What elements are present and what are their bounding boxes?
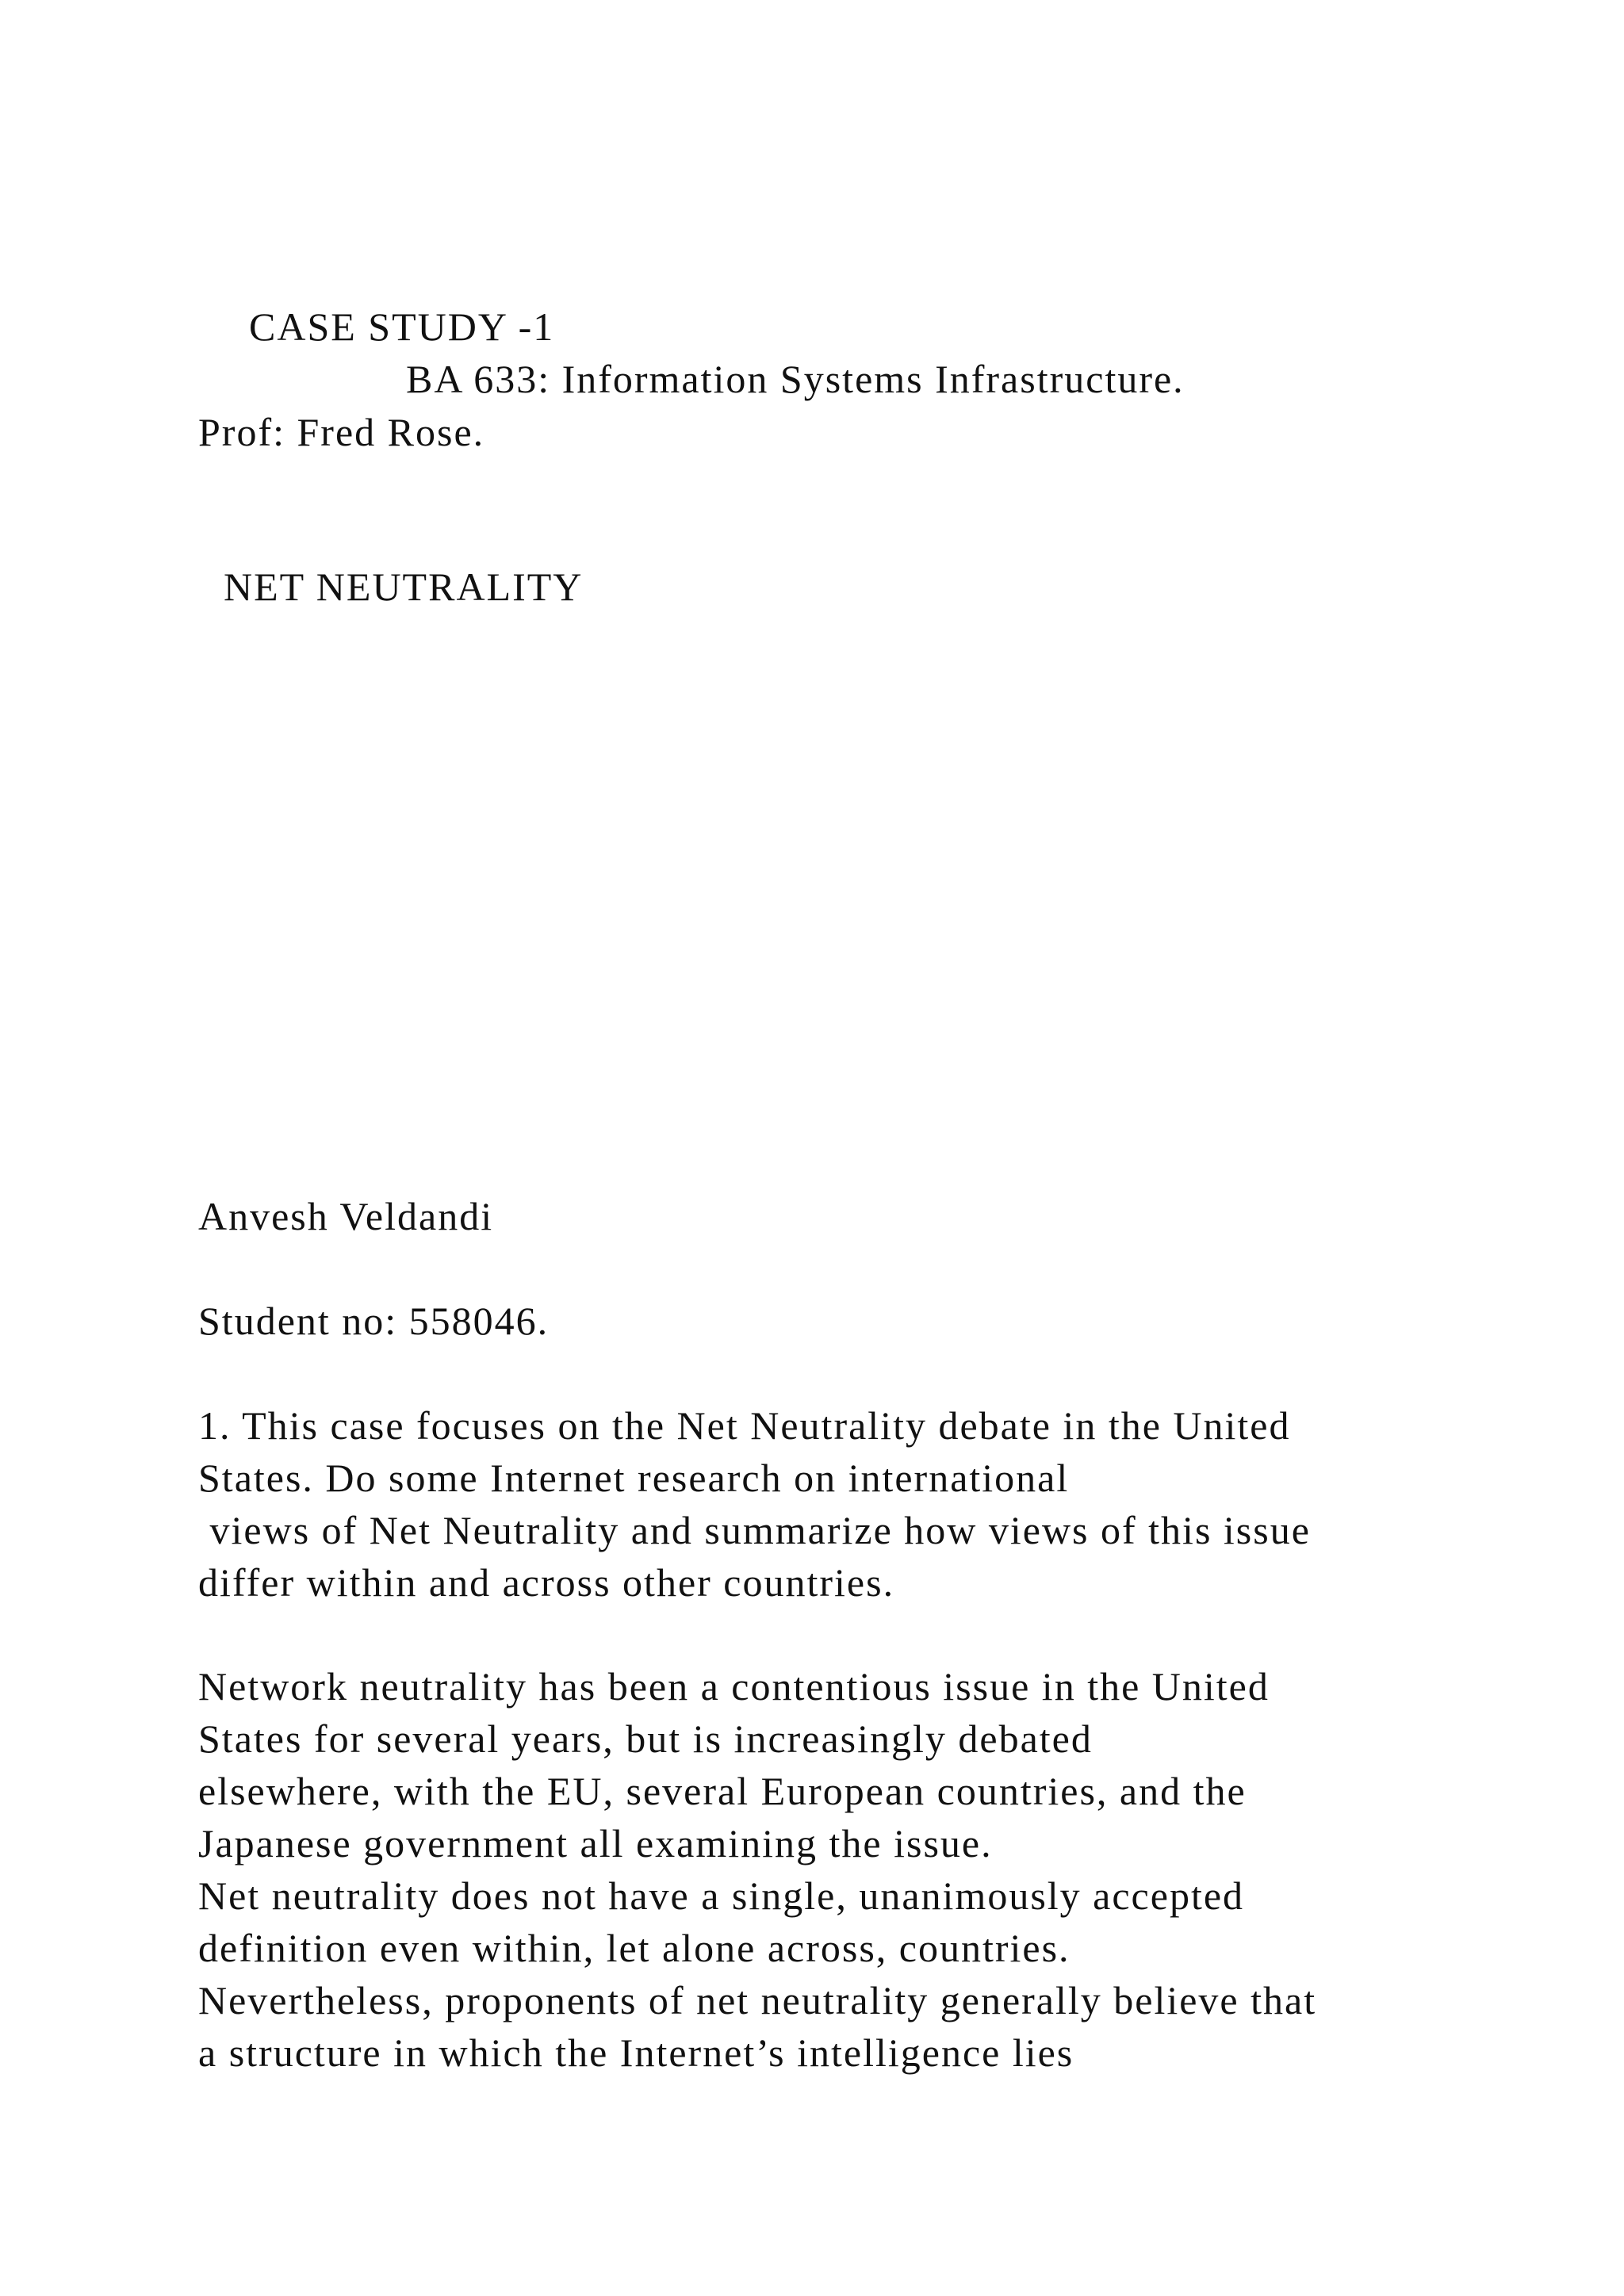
- question-line: States. Do some Internet research on international: [198, 1456, 1070, 1500]
- answer-line: Network neutrality has been a contentious issue in the United: [198, 1664, 1270, 1709]
- answer-line: Japanese government all examining the issue.: [198, 1821, 993, 1866]
- answer-line: elsewhere, with the EU, several European countries, and the: [198, 1769, 1247, 1813]
- course-title: BA 633: Information Systems Infrastructure.: [406, 357, 1185, 401]
- student-number: Student no: 558046.: [198, 1299, 550, 1343]
- question-line: views of Net Neutrality and summarize how views of this issue: [198, 1508, 1311, 1552]
- author-name: Anvesh Veldandi: [198, 1194, 494, 1238]
- answer-line: a structure in which the Internet’s intelligence lies: [198, 2030, 1074, 2075]
- case-title: CASE STUDY -1: [249, 304, 555, 349]
- question-line: 1. This case focuses on the Net Neutrality debate in the United: [198, 1403, 1291, 1448]
- answer-line: Nevertheless, proponents of net neutrality generally believe that: [198, 1978, 1317, 2022]
- answer-line: States for several years, but is increasingly debated: [198, 1716, 1093, 1761]
- topic-title: NET NEUTRALITY: [224, 564, 584, 609]
- answer-line: Net neutrality does not have a single, unanimously accepted: [198, 1873, 1245, 1918]
- professor-name: Prof: Fred Rose.: [198, 410, 485, 454]
- question-line: differ within and across other countries.: [198, 1560, 895, 1605]
- answer-line: definition even within, let alone across, countries.: [198, 1926, 1071, 1970]
